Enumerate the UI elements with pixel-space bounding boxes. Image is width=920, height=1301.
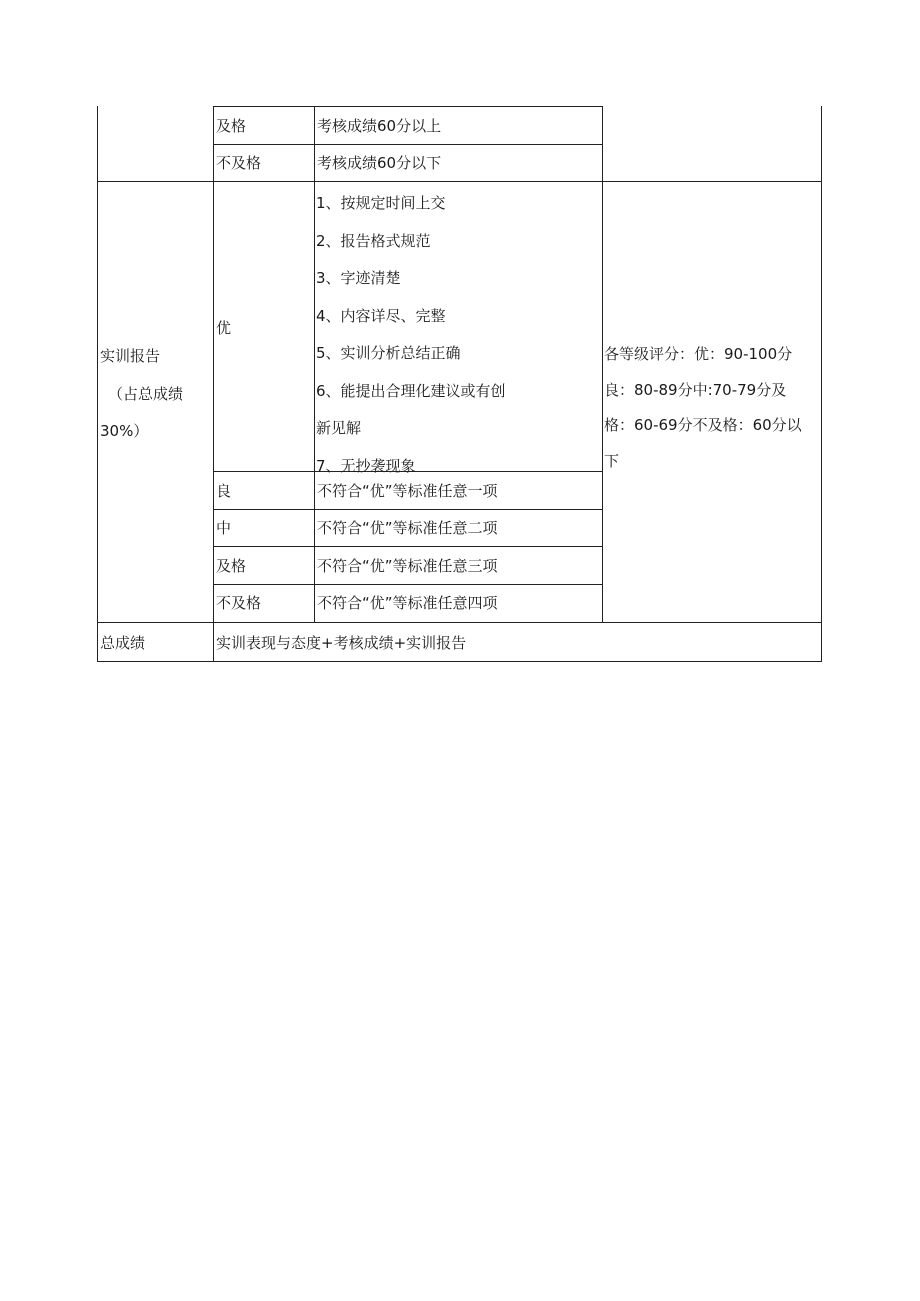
category-weight: 30%） <box>100 422 149 440</box>
scoring-note: 良：80-89分中:70-79分及 <box>604 381 787 399</box>
grade-cell: 及格 <box>216 557 247 575</box>
category-weight: （占总成绩 <box>108 385 184 403</box>
grade-cell: 不及格 <box>216 594 262 612</box>
table-line <box>213 584 603 585</box>
grade-cell: 优 <box>216 319 232 337</box>
criterion-cell: 不符合“优”等标准任意三项 <box>317 557 498 575</box>
table-line <box>213 144 603 145</box>
criteria-item: 新见解 <box>316 419 362 437</box>
criteria-item: 4、内容详尽、完整 <box>316 307 446 325</box>
criteria-item: 5、实训分析总结正确 <box>316 344 461 362</box>
criterion-cell: 考核成绩60分以下 <box>317 154 442 172</box>
table-line <box>821 106 822 662</box>
table-line <box>602 106 603 623</box>
table-line <box>314 106 315 623</box>
scoring-note: 格：60-69分不及格：60分以 <box>604 416 802 434</box>
criterion-cell: 不符合“优”等标准任意二项 <box>317 519 498 537</box>
grade-cell: 不及格 <box>216 154 262 172</box>
table-line <box>97 661 821 662</box>
table-line <box>97 622 821 623</box>
criterion-cell: 考核成绩60分以上 <box>317 117 442 135</box>
grade-cell: 良 <box>216 482 232 500</box>
criteria-item: 1、按规定时间上交 <box>316 194 446 212</box>
grade-cell: 中 <box>216 519 232 537</box>
criterion-cell: 不符合“优”等标准任意一项 <box>317 482 498 500</box>
scoring-note: 各等级评分：优：90-100分 <box>604 345 793 363</box>
criteria-item: 7、无抄袭现象 <box>316 457 416 475</box>
table-line <box>213 106 214 662</box>
grade-cell: 及格 <box>216 117 247 135</box>
criteria-item: 6、能提出合理化建议或有创 <box>316 382 506 400</box>
criteria-item: 2、报告格式规范 <box>316 232 431 250</box>
table-line <box>213 546 603 547</box>
table-line <box>213 509 603 510</box>
category-label: 实训报告 <box>100 347 161 365</box>
scoring-note: 下 <box>604 452 620 470</box>
criteria-item: 3、字迹清楚 <box>316 269 401 287</box>
table-line <box>97 106 98 662</box>
table-line <box>213 106 603 107</box>
table-line <box>97 181 821 182</box>
total-label: 总成绩 <box>100 634 146 652</box>
total-formula: 实训表现与态度+考核成绩+实训报告 <box>216 634 467 652</box>
criterion-cell: 不符合“优”等标准任意四项 <box>317 594 498 612</box>
